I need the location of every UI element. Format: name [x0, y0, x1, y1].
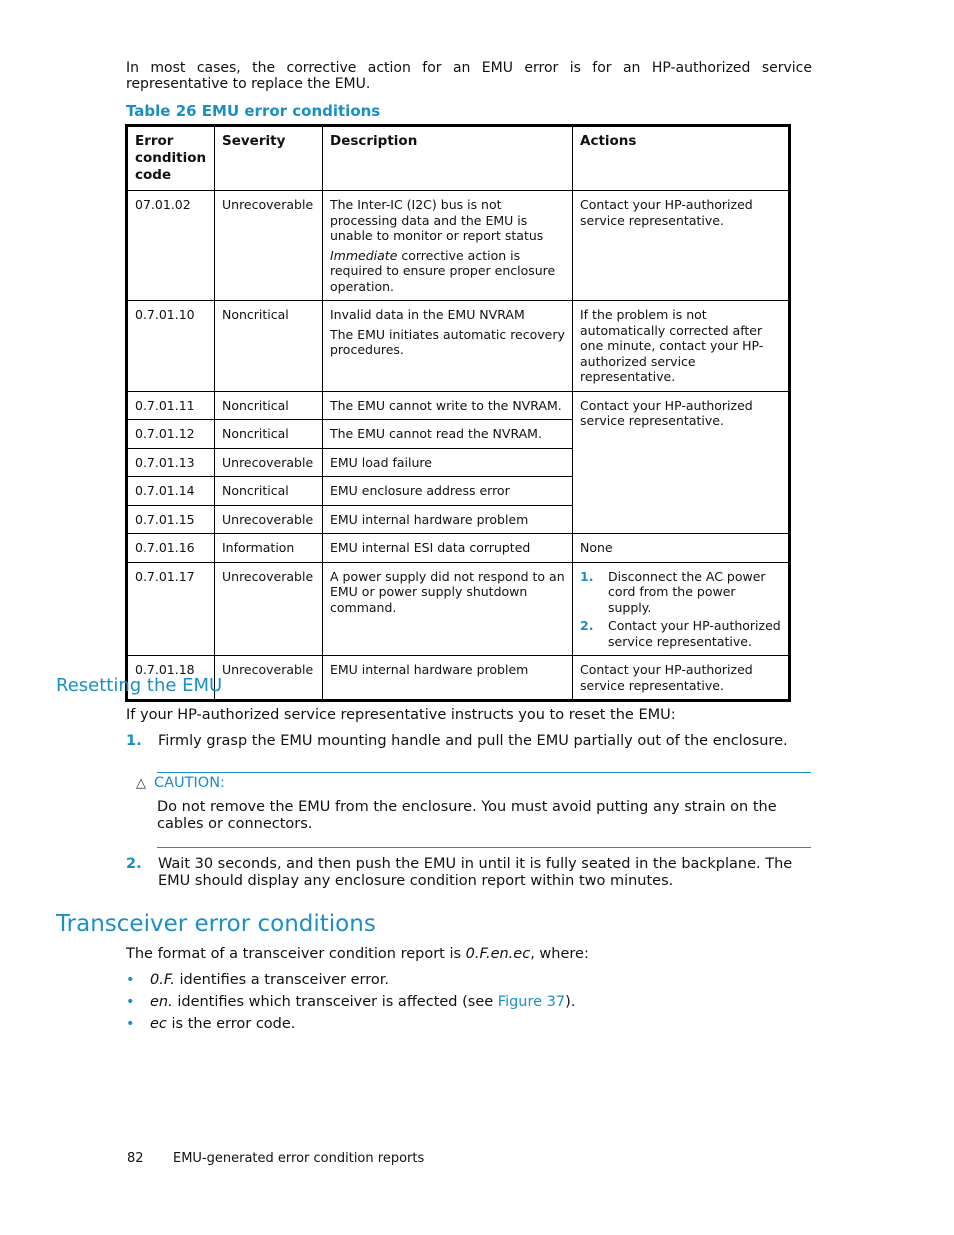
table-row: [127, 656, 790, 701]
description-emphasis: Immediate: [330, 247, 398, 263]
table-header-row: [127, 126, 790, 191]
description-text: Invalid data in the EMU NVRAM: [330, 307, 525, 322]
action-step: [580, 569, 781, 616]
cell-severity: Unrecoverable: [215, 505, 323, 534]
step-number: 1.: [580, 568, 594, 584]
description-note: [330, 248, 565, 295]
cell-description: EMU internal hardware problem: [323, 505, 573, 534]
cell-description: EMU internal hardware problem: [323, 656, 573, 701]
step-number: 1.: [126, 733, 142, 749]
caution-bottom-rule: [157, 847, 811, 848]
table-row: [127, 301, 790, 392]
step-text: Contact your HP-authorized service representative.: [608, 618, 781, 649]
reset-intro: If your HP-authorized service representative instructs you to reset the EMU:: [126, 707, 676, 723]
cell-code: 0.7.01.18: [127, 656, 215, 701]
table-row: [127, 191, 790, 301]
cell-description: EMU load failure: [323, 448, 573, 477]
cell-severity: Unrecoverable: [215, 562, 323, 656]
cell-code: 0.7.01.10: [127, 301, 215, 392]
header-code: Error condition code: [127, 126, 215, 191]
list-item: [126, 994, 575, 1011]
action-step: [580, 618, 781, 649]
intro-tail: , where:: [530, 946, 589, 962]
cell-action-steps: [573, 562, 790, 656]
emu-error-table: [125, 124, 791, 702]
cell-code: 0.7.01.11: [127, 391, 215, 420]
table-row: [127, 534, 790, 563]
bullet-code: en.: [150, 994, 173, 1010]
cell-code: 0.7.01.16: [127, 534, 215, 563]
header-actions: Actions: [573, 126, 790, 191]
warning-triangle-icon: △: [136, 775, 146, 791]
table-row: [127, 562, 790, 656]
bullet-icon: •: [126, 994, 135, 1010]
cell-severity: Unrecoverable: [215, 656, 323, 701]
cell-description: EMU enclosure address error: [323, 477, 573, 506]
list-item: [126, 972, 389, 989]
cell-severity: Noncritical: [215, 391, 323, 420]
table-row: [127, 391, 790, 420]
description-note: The EMU initiates automatic recovery procedures.: [330, 326, 565, 357]
action-steps-list: [580, 569, 781, 650]
cell-action: Contact your HP-authorized service representative.: [573, 656, 790, 701]
section-heading-transceiver: Transceiver error conditions: [56, 911, 376, 937]
page-number: 82: [127, 1151, 144, 1166]
caution-heading: [136, 775, 225, 791]
list-item: [126, 1016, 295, 1033]
transceiver-intro: [126, 946, 589, 963]
header-severity: Severity: [215, 126, 323, 191]
cell-severity: Noncritical: [215, 301, 323, 392]
bullet-text: is the error code.: [166, 1016, 296, 1032]
format-code: 0.F.en.ec: [465, 946, 531, 962]
caution-text: Do not remove the EMU from the enclosure. You must avoid putting any strain on the cables or connectors.: [157, 799, 777, 832]
cell-description: [323, 191, 573, 301]
table-caption: Table 26 EMU error conditions: [126, 102, 381, 120]
caution-top-rule: [157, 772, 811, 773]
section-heading-reset: Resetting the EMU: [56, 675, 223, 696]
cell-description: The EMU cannot write to the NVRAM.: [323, 391, 573, 420]
cell-description: EMU internal ESI data corrupted: [323, 534, 573, 563]
cell-description: A power supply did not respond to an EMU or power supply shutdown command.: [323, 562, 573, 656]
caution-label: CAUTION:: [154, 775, 225, 791]
cell-code: 0.7.01.17: [127, 562, 215, 656]
cell-description: The EMU cannot read the NVRAM.: [323, 420, 573, 449]
intro-text: The format of a transceiver condition report is: [126, 946, 466, 962]
cell-code: 0.7.01.15: [127, 505, 215, 534]
figure-link[interactable]: Figure 37: [497, 994, 566, 1010]
description-note-rest: corrective action is required to ensure proper enclosure operation.: [330, 247, 556, 294]
page-footer: [127, 1151, 424, 1166]
cell-severity: Noncritical: [215, 420, 323, 449]
cell-severity: Information: [215, 534, 323, 563]
cell-severity: Unrecoverable: [215, 448, 323, 477]
intro-paragraph: In most cases, the corrective action for an EMU error is for an HP-authorized service representative to replace the EMU.: [126, 60, 812, 92]
cell-action-shared: Contact your HP-authorized service representative.: [573, 391, 790, 534]
bullet-icon: •: [126, 972, 135, 988]
cell-code: 07.01.02: [127, 191, 215, 301]
bullet-text: identifies which transceiver is affected (see: [172, 994, 498, 1010]
cell-severity: Noncritical: [215, 477, 323, 506]
step-text: Disconnect the AC power cord from the power supply.: [608, 568, 766, 615]
step-number: 2.: [126, 856, 142, 872]
bullet-code: ec: [150, 1016, 167, 1032]
bullet-text: identifies a transceiver error.: [174, 972, 389, 988]
bullet-tail: ).: [565, 994, 576, 1010]
description-text: The Inter-IC (I2C) bus is not processing data and the EMU is unable to monitor or report status: [330, 197, 544, 243]
cell-code: 0.7.01.14: [127, 477, 215, 506]
cell-action: If the problem is not automatically corrected after one minute, contact your HP-authorized service representative.: [573, 301, 790, 392]
cell-severity: Unrecoverable: [215, 191, 323, 301]
footer-title: EMU-generated error condition reports: [173, 1151, 425, 1166]
cell-code: 0.7.01.12: [127, 420, 215, 449]
reset-step-2: [126, 856, 812, 890]
bullet-code: 0.F.: [150, 972, 175, 988]
step-text: Firmly grasp the EMU mounting handle and pull the EMU partially out of the enclosure.: [158, 733, 788, 749]
cell-code: 0.7.01.13: [127, 448, 215, 477]
step-text: Wait 30 seconds, and then push the EMU in until it is fully seated in the backplane. The EMU should display any enclosure condition report within two minutes.: [158, 856, 793, 889]
cell-action: None: [573, 534, 790, 563]
cell-description: [323, 301, 573, 392]
bullet-icon: •: [126, 1016, 135, 1032]
step-number: 2.: [580, 618, 594, 633]
header-description: Description: [323, 126, 573, 191]
reset-step-1: [126, 733, 812, 750]
cell-action: Contact your HP-authorized service representative.: [573, 191, 790, 301]
